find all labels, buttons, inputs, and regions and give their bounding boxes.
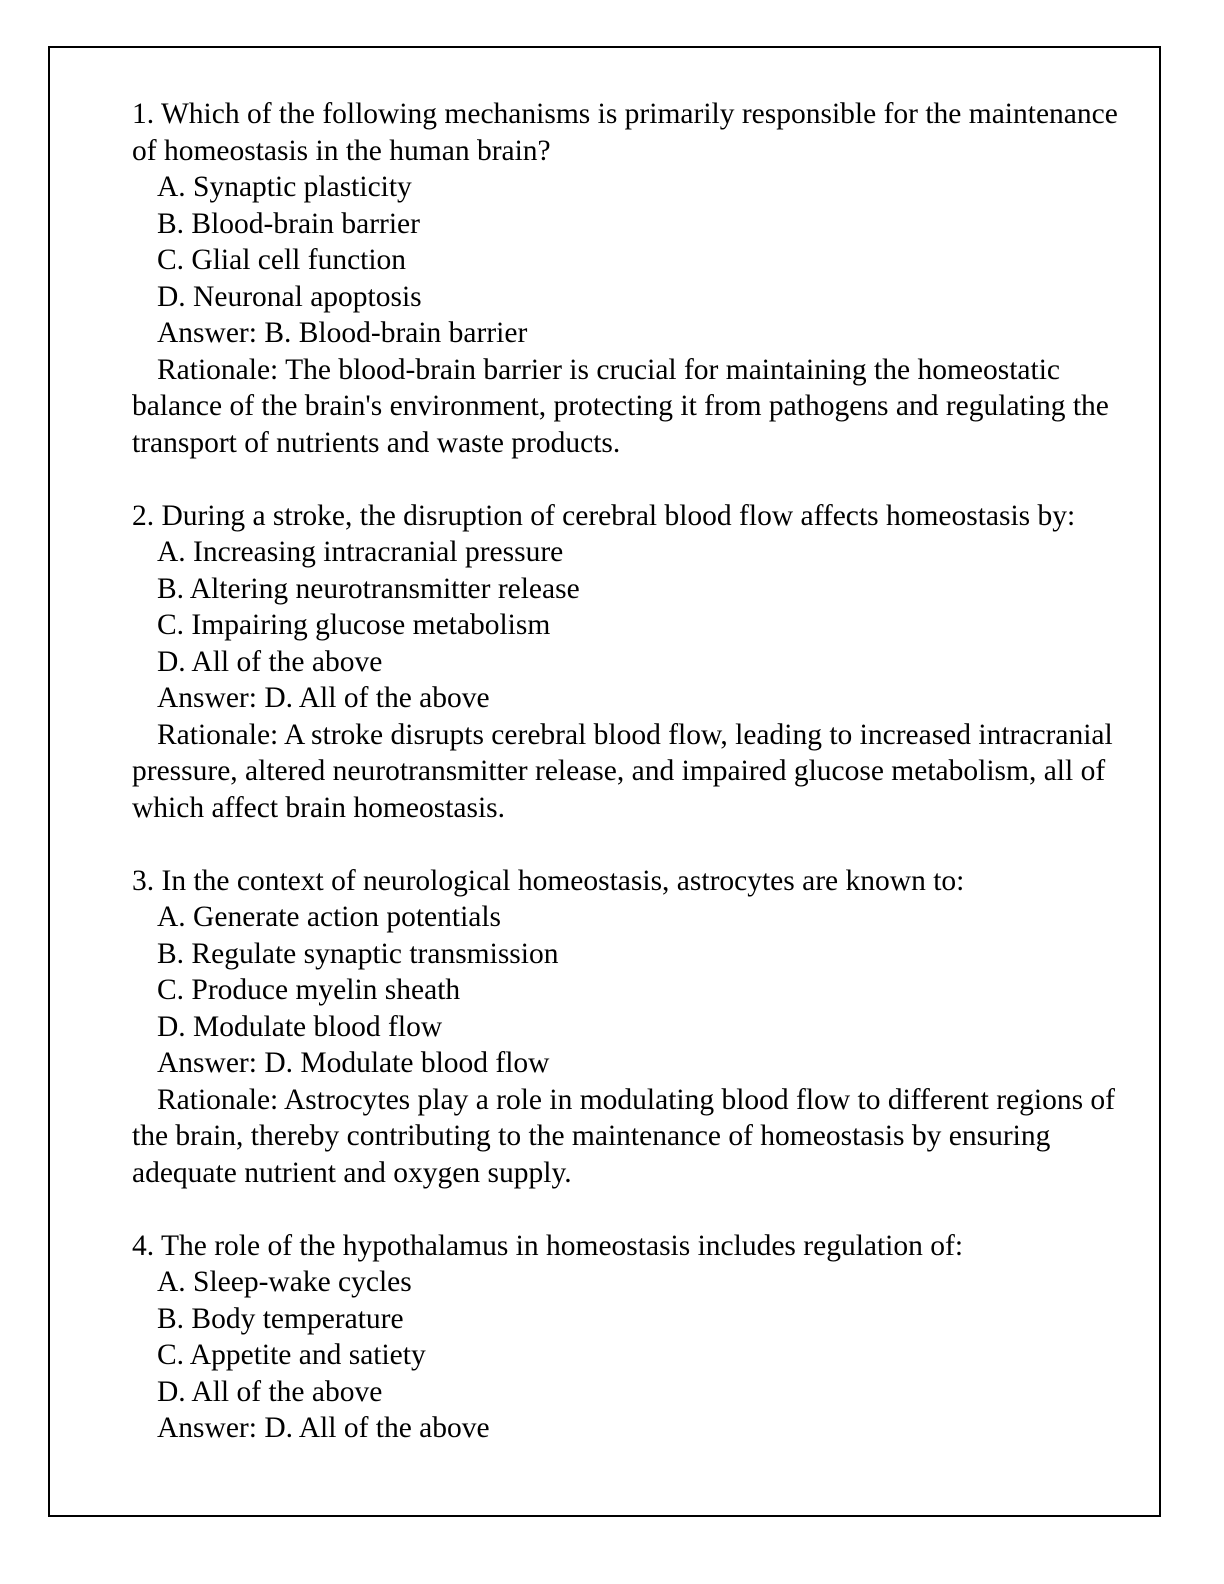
rationale-text: Rationale: The blood-brain barrier is crucial for maintaining the homeostatic balance of the brain's environment, protecting it from pathogens and regulating the transport of nutrients and waste products.	[132, 353, 1109, 459]
option-b: B. Altering neurotransmitter release	[157, 572, 580, 605]
option-a: A. Increasing intracranial pressure	[157, 536, 564, 568]
option-a: A. Generate action potentials	[157, 901, 502, 933]
option-a: A. Synaptic plasticity	[157, 171, 412, 203]
option-a: A. Sleep-wake cycles	[157, 1266, 412, 1298]
answer-line: Answer: B. Blood-brain barrier	[157, 317, 528, 349]
option-d: D. All of the above	[157, 645, 383, 678]
question-3	[132, 863, 1132, 1192]
answer-line: Answer: D. All of the above	[157, 1412, 490, 1444]
option-d: D. All of the above	[157, 1375, 383, 1408]
question-stem: 1. Which of the following mechanisms is primarily responsible for the maintenance of homeostasis in the human brain?	[132, 98, 1118, 167]
question-2	[132, 498, 1132, 827]
option-c: C. Appetite and satiety	[157, 1339, 426, 1371]
rationale-text: Rationale: Astrocytes play a role in modulating blood flow to different regions of the brain, thereby contributing to the maintenance of homeostasis by ensuring adequate nutrient and oxygen supply.	[132, 1083, 1116, 1189]
question-1	[132, 96, 1132, 461]
question-stem: 3. In the context of neurological homeostasis, astrocytes are known to:	[132, 864, 965, 897]
question-stem: 4. The role of the hypothalamus in homeostasis includes regulation of:	[132, 1229, 964, 1262]
option-c: C. Impairing glucose metabolism	[157, 609, 551, 641]
answer-line: Answer: D. Modulate blood flow	[157, 1047, 550, 1079]
option-b: B. Body temperature	[157, 1302, 404, 1335]
option-b: B. Blood-brain barrier	[157, 207, 420, 240]
rationale-text: Rationale: A stroke disrupts cerebral blood flow, leading to increased intracranial pressure, altered neurotransmitter release, and impaired glucose metabolism, all of which affect brain homeostasis.	[132, 718, 1113, 824]
option-c: C. Glial cell function	[157, 244, 407, 276]
document-content	[132, 96, 1132, 1447]
answer-line: Answer: D. All of the above	[157, 682, 490, 714]
option-c: C. Produce myelin sheath	[157, 974, 461, 1006]
option-d: D. Modulate blood flow	[157, 1010, 443, 1043]
question-4	[132, 1228, 1132, 1447]
question-stem: 2. During a stroke, the disruption of cerebral blood flow affects homeostasis by:	[132, 499, 1076, 532]
option-d: D. Neuronal apoptosis	[157, 280, 422, 313]
option-b: B. Regulate synaptic transmission	[157, 937, 559, 970]
